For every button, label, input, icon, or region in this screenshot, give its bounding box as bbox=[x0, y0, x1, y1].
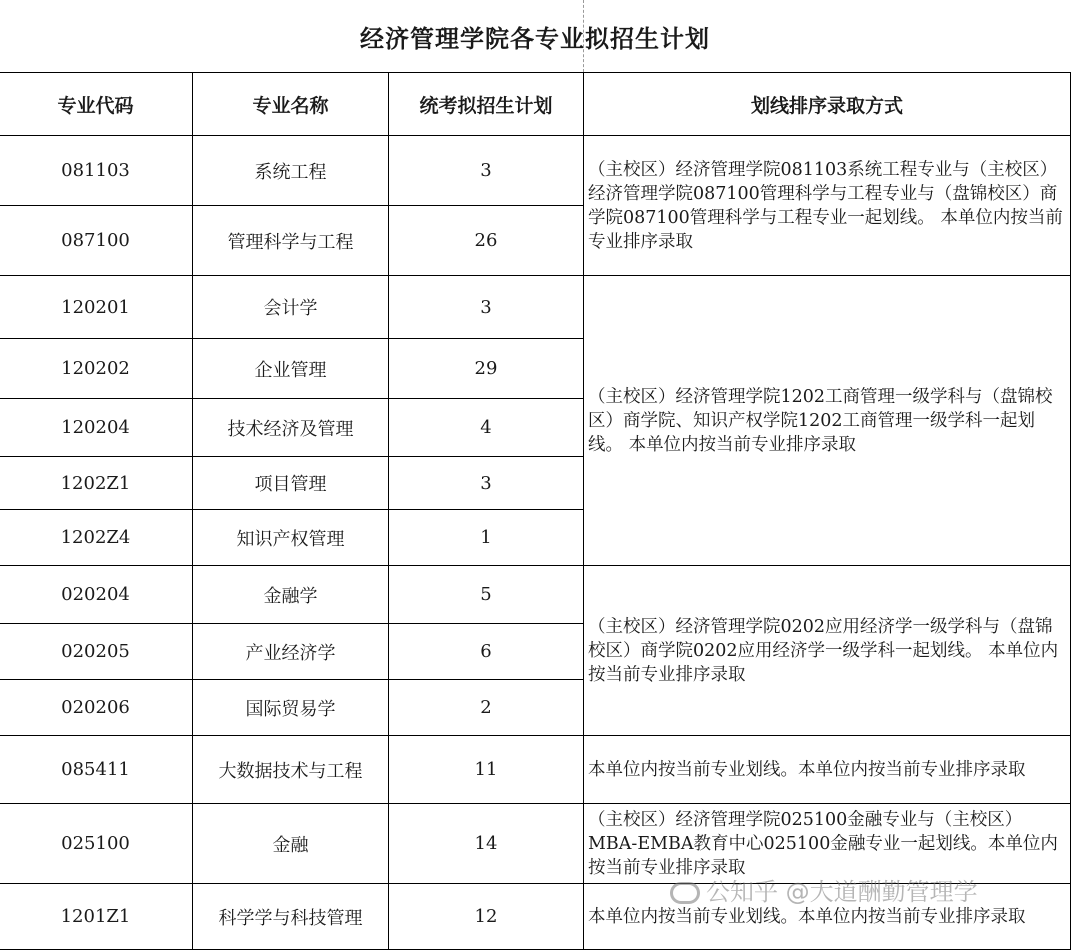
plan-cell: 3 bbox=[389, 457, 584, 510]
method-cell: 本单位内按当前专业划线。本单位内按当前专业排序录取 bbox=[584, 884, 1071, 950]
code-cell: 020206 bbox=[0, 680, 193, 736]
name-cell: 大数据技术与工程 bbox=[193, 736, 389, 804]
code-cell: 085411 bbox=[0, 736, 193, 804]
page-title: 经济管理学院各专业拟招生计划 bbox=[360, 23, 710, 53]
name-cell: 金融学 bbox=[193, 566, 389, 624]
name-cell: 产业经济学 bbox=[193, 624, 389, 680]
plan-cell: 1 bbox=[389, 510, 584, 566]
name-cell: 科学学与科技管理 bbox=[193, 884, 389, 950]
plan-cell: 3 bbox=[389, 276, 584, 339]
header-name: 专业名称 bbox=[193, 73, 389, 136]
code-cell: 120202 bbox=[0, 339, 193, 399]
plan-cell: 4 bbox=[389, 399, 584, 457]
name-cell: 管理科学与工程 bbox=[193, 206, 389, 276]
plan-cell: 11 bbox=[389, 736, 584, 804]
header-code: 专业代码 bbox=[0, 73, 193, 136]
name-cell: 企业管理 bbox=[193, 339, 389, 399]
watermark-text: 公知乎 @大道酬勤管理学 bbox=[706, 878, 978, 906]
plan-cell: 3 bbox=[389, 136, 584, 206]
table-row bbox=[0, 566, 1071, 624]
plan-cell: 2 bbox=[389, 680, 584, 736]
method-cell: （主校区）经济管理学院081103系统工程专业与（主校区）经济管理学院087100管理科学与工程专业与（盘锦校区）商学院087100管理科学与工程专业一起划线。 本单位内按当前专业排序录取 bbox=[584, 136, 1071, 276]
plan-cell: 5 bbox=[389, 566, 584, 624]
method-cell: 本单位内按当前专业划线。本单位内按当前专业排序录取 bbox=[584, 736, 1071, 804]
name-cell: 项目管理 bbox=[193, 457, 389, 510]
table-row bbox=[0, 804, 1071, 884]
method-cell: （主校区）经济管理学院1202工商管理一级学科与（盘锦校区）商学院、知识产权学院1202工商管理一级学科一起划线。 本单位内按当前专业排序录取 bbox=[584, 276, 1071, 566]
header-method: 划线排序录取方式 bbox=[584, 73, 1071, 136]
code-cell: 1202Z4 bbox=[0, 510, 193, 566]
table-row bbox=[0, 136, 1071, 206]
plan-cell: 6 bbox=[389, 624, 584, 680]
plan-cell: 26 bbox=[389, 206, 584, 276]
plan-cell: 14 bbox=[389, 804, 584, 884]
header-plan: 统考拟招生计划 bbox=[389, 73, 584, 136]
code-cell: 081103 bbox=[0, 136, 193, 206]
code-cell: 120204 bbox=[0, 399, 193, 457]
name-cell: 金融 bbox=[193, 804, 389, 884]
table-row bbox=[0, 884, 1071, 950]
name-cell: 国际贸易学 bbox=[193, 680, 389, 736]
plan-cell: 12 bbox=[389, 884, 584, 950]
header-row bbox=[0, 73, 1071, 136]
code-cell: 120201 bbox=[0, 276, 193, 339]
code-cell: 025100 bbox=[0, 804, 193, 884]
name-cell: 技术经济及管理 bbox=[193, 399, 389, 457]
name-cell: 知识产权管理 bbox=[193, 510, 389, 566]
name-cell: 会计学 bbox=[193, 276, 389, 339]
table-row bbox=[0, 736, 1071, 804]
name-cell: 系统工程 bbox=[193, 136, 389, 206]
code-cell: 1202Z1 bbox=[0, 457, 193, 510]
code-cell: 020204 bbox=[0, 566, 193, 624]
method-cell: （主校区）经济管理学院025100金融专业与（主校区）MBA-EMBA教育中心025100金融专业一起划线。本单位内按当前专业排序录取 bbox=[584, 804, 1071, 884]
code-cell: 020205 bbox=[0, 624, 193, 680]
method-cell: （主校区）经济管理学院0202应用经济学一级学科与（盘锦校区）商学院0202应用经济学一级学科一起划线。 本单位内按当前专业排序录取 bbox=[584, 566, 1071, 736]
code-cell: 1201Z1 bbox=[0, 884, 193, 950]
page-break-guide bbox=[583, 0, 584, 72]
plan-cell: 29 bbox=[389, 339, 584, 399]
table-row bbox=[0, 276, 1071, 339]
code-cell: 087100 bbox=[0, 206, 193, 276]
enrollment-plan-table bbox=[0, 72, 1071, 950]
